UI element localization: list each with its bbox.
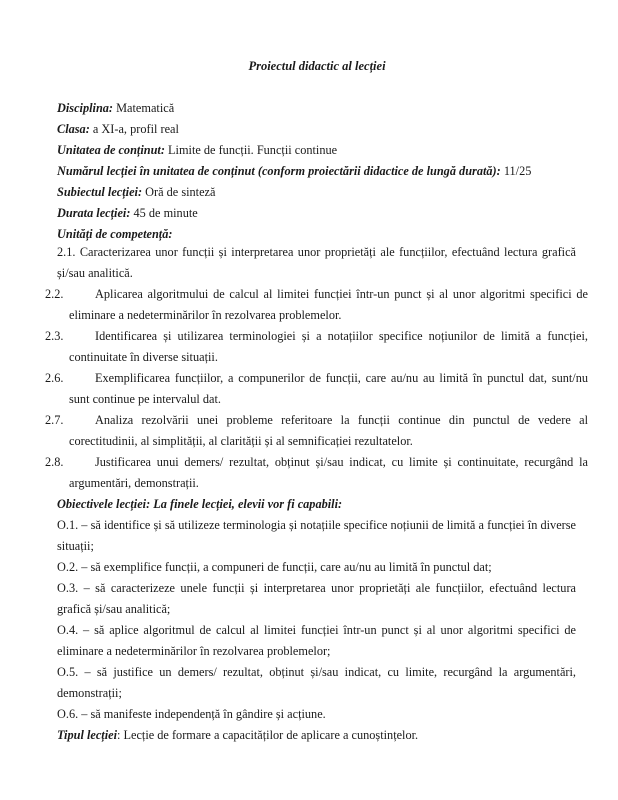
field-value: 45 de minute [133, 206, 198, 220]
competence-item [45, 452, 588, 494]
competence-number: 2.3. [45, 329, 64, 343]
competence-item [45, 326, 588, 368]
competence-text: Caracterizarea unor funcții și interpretarea unor proprietăți ale funcțiilor, efectuând lectura grafică și/sau analitică. [57, 245, 576, 280]
field-label: Durata lecției: [57, 206, 131, 220]
objective-item: O.1. – să identifice și să utilizeze terminologia și notațiile specifice noțiunii de limită a funcției în diverse situații; [57, 518, 576, 553]
field-clasa [57, 122, 577, 137]
competence-number: 2.7. [45, 413, 64, 427]
competence-number: 2.8. [45, 455, 64, 469]
competence-item [45, 284, 588, 326]
field-unitatea [57, 143, 577, 158]
competence-text: Exemplificarea funcțiilor, a compunerilor de funcții, care au/nu au limită în punctul dat, sunt/nu sunt continue pe intervalul dat. [69, 371, 588, 406]
lesson-type-label: Tipul lecției [57, 728, 117, 742]
field-value: 11/25 [503, 164, 532, 178]
objective-item: O.5. – să justifice un demers/ rezultat, obținut și/sau indicat, cu limite, recurgând la argumentări, demonstrații; [57, 665, 576, 700]
objective-item: O.3. – să caracterizeze unele funcții și interpretarea unor proprietăți ale funcțiilor, efectuând lectura grafică și/sau analitică; [57, 581, 576, 616]
field-label: Clasa: [57, 122, 90, 136]
document-title: Proiectul didactic al lecției [248, 59, 386, 73]
lesson-type [57, 728, 577, 743]
field-value: Oră de sinteză [145, 185, 216, 199]
objective-item: O.4. – să aplice algoritmul de calcul al limitei funcției într-un punct și al unor algoritmi specifici de eliminare a nedeterminărilor în rezolvarea problemelor; [57, 623, 576, 658]
competence-item [57, 242, 576, 284]
objectives-heading: Obiectivele lecției: La finele lecției, elevii vor fi capabili: [57, 497, 343, 511]
competence-item [45, 368, 588, 410]
competence-text: Aplicarea algoritmului de calcul al limitei funcției într-un punct și al unor algoritmi specifici de eliminare a nedeterminărilor în rezolvarea problemelor. [69, 287, 588, 322]
field-subiectul [57, 185, 577, 200]
field-disciplina [57, 101, 577, 116]
field-value: a XI-a, profil real [92, 122, 179, 136]
competence-number: 2.2. [45, 287, 64, 301]
field-numarul [57, 164, 577, 179]
competence-number: 2.6. [45, 371, 64, 385]
competence-text: Justificarea unui demers/ rezultat, obținut și/sau indicat, cu limite și continuitate, recurgând la argumentări, demonstrații. [69, 455, 588, 490]
competence-number: 2.1. [57, 245, 76, 259]
competence-text: Identificarea și utilizarea terminologiei și a notațiilor specifice noțiunilor de limită a funcției, continuitate în diverse situații. [69, 329, 588, 364]
competence-text: Analiza rezolvării unei probleme referitoare la funcții continue din punctul de vedere al corectitudinii, al simplității, al clarității și al semnificației rezultatelor. [69, 413, 588, 448]
competences-heading: Unități de competență: [57, 227, 173, 241]
field-label: Numărul lecției în unitatea de conținut (conform proiectării didactice de lungă durată): [57, 164, 501, 178]
objective-item: O.2. – să exemplifice funcții, a compuneri de funcții, care au/nu au limită în punctul dat; [57, 560, 492, 574]
objective-item: O.6. – să manifeste independență în gândire și acțiune. [57, 707, 326, 721]
field-value: Limite de funcții. Funcții continue [168, 143, 338, 157]
field-label: Subiectul lecției: [57, 185, 143, 199]
field-value: Matematică [116, 101, 175, 115]
field-durata [57, 206, 577, 221]
competence-item [45, 410, 588, 452]
lesson-type-value: : Lecție de formare a capacităților de aplicare a cunoștințelor. [117, 728, 419, 742]
field-label: Unitatea de conținut: [57, 143, 165, 157]
field-label: Disciplina: [57, 101, 114, 115]
